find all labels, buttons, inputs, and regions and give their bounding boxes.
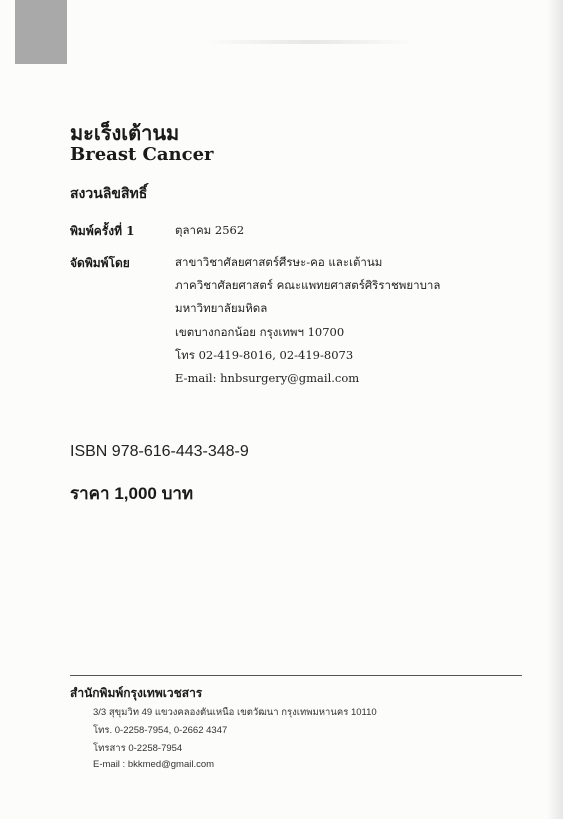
isbn: ISBN 978-616-443-348-9 [70, 443, 249, 460]
organizer-line: สาขาวิชาศัลยศาสตร์ศีรษะ-คอ และเต้านม [175, 255, 383, 269]
publisher-email: E-mail : bkkmed@gmail.com [93, 759, 215, 770]
publisher-name: สำนักพิมพ์กรุงเทพเวชสาร [70, 686, 203, 700]
page-corner-tab [15, 0, 67, 64]
book-title-thai: มะเร็งเต้านม [70, 121, 180, 145]
organizer-email: E-mail: hnbsurgery@gmail.com [175, 371, 360, 385]
publisher-phone: โทร. 0-2258-7954, 0-2662 4347 [93, 725, 228, 736]
organizer-line: เขตบางกอกน้อย กรุงเทพฯ 10700 [175, 325, 345, 339]
price: ราคา 1,000 บาท [70, 484, 194, 503]
publisher-address: 3/3 สุขุมวิท 49 แขวงคลองตันเหนือ เขตวัฒนา กรุงเทพมหานคร 10110 [93, 707, 377, 718]
scan-artifact [205, 40, 415, 44]
page-edge-shadow [547, 0, 563, 819]
edition-value: ตุลาคม 2562 [175, 223, 245, 237]
divider-rule [70, 675, 522, 676]
organizer-line: มหาวิทยาลัยมหิดล [175, 301, 268, 315]
copyright-notice: สงวนลิขสิทธิ์ [70, 186, 148, 202]
publisher-fax: โทรสาร 0-2258-7954 [93, 743, 183, 754]
edition-label: พิมพ์ครั้งที่ 1 [70, 224, 135, 238]
organizer-line: โทร 02-419-8016, 02-419-8073 [175, 348, 354, 362]
book-title-english: Breast Cancer [70, 144, 214, 165]
organizer-label: จัดพิมพ์โดย [70, 256, 130, 270]
organizer-line: ภาควิชาศัลยศาสตร์ คณะแพทยศาสตร์ศิริราชพยาบาล [175, 278, 441, 292]
